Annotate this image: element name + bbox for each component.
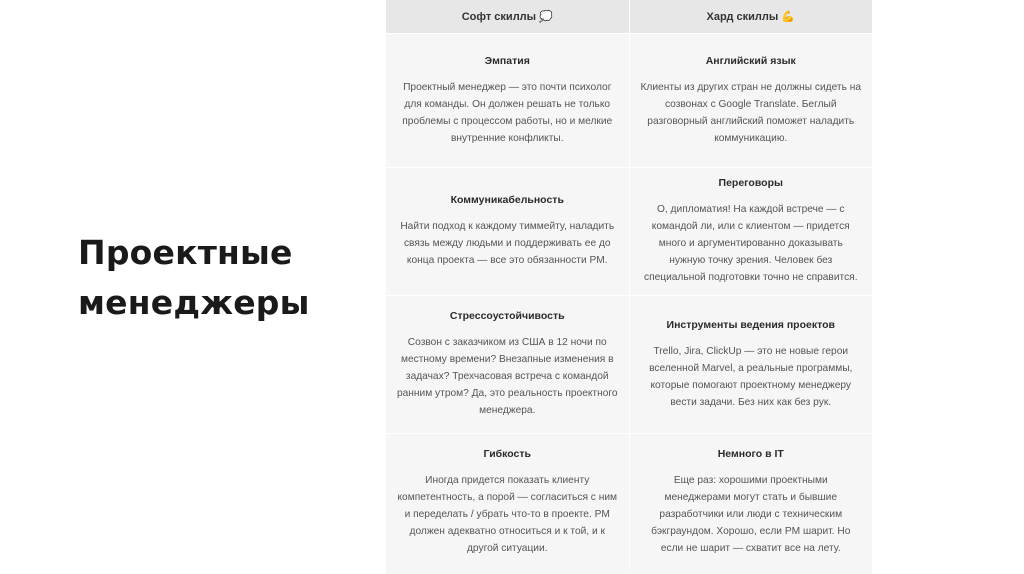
table-row xyxy=(386,433,872,571)
cell-text: Trello, Jira, ClickUp — это не новые герои вселенной Marvel, а реальные программы, которые помогают проектному менеджеру вести задачи. Без них как без рук. xyxy=(649,345,853,408)
table-row xyxy=(386,33,872,167)
cell-text: Найти подход к каждому тиммейту, наладить связь между людьми и поддерживать ее до конца проекта — все это обязанности PM. xyxy=(400,221,615,266)
cell-text: Созвон с заказчиком из США в 12 ночи по местному времени? Внезапные изменения в задачах? Трехчасовая встреча с командой ранним утром? Да, это реальность проектного менеджера. xyxy=(396,337,618,416)
header-label: Хард скиллы xyxy=(706,10,779,23)
table-cell xyxy=(386,296,629,433)
cell-title: Стрессоустойчивость xyxy=(449,310,565,322)
header-label: Софт скиллы xyxy=(461,10,537,23)
cell-title: Коммуникабельность xyxy=(450,194,564,206)
skills-table xyxy=(386,0,872,574)
cell-title: Переговоры xyxy=(718,177,783,189)
cell-text: О, дипломатия! На каждой встрече — с командой ли, или с клиентом — придется много и аргументированно доказывать нужную точку зрения. Человек без специальной подготовки точно не справится. xyxy=(643,204,858,283)
table-row xyxy=(386,167,872,295)
table-cell xyxy=(629,168,873,295)
cell-title: Эмпатия xyxy=(484,54,530,67)
cell-text: Проектный менеджер — это почти психолог для команды. Он должен решать не только проблемы с процессом работы, но и мелкие внутренние конфликты. xyxy=(402,81,613,144)
cell-text: Клиенты из других стран не должны сидеть на созвонах с Google Translate. Беглый разговорный английский поможет наладить коммуникацию. xyxy=(640,81,862,144)
table-cell xyxy=(386,434,629,571)
cell-text: Иногда придется показать клиенту компетентность, а порой — согласиться с ним и переделать / убрать что-то в проекте. PM должен адекватно относиться и к той, и к другой ситуации. xyxy=(397,475,618,554)
cell-title: Гибкость xyxy=(483,448,531,460)
cell-title: Английский язык xyxy=(705,54,796,67)
table-row xyxy=(386,295,872,433)
table-cell xyxy=(629,434,873,571)
table-header xyxy=(386,0,872,33)
cell-text: Еще раз: хорошими проектными менеджерами могут стать и бывшие разработчики или люди с техническим бэкграундом. Хорошо, если PM шарит. Но если не шарит — схватит все на лету. xyxy=(651,475,851,554)
table-cell xyxy=(629,296,873,433)
cell-title: Инструменты ведения проектов xyxy=(666,318,835,331)
header-hard-skills xyxy=(629,0,873,33)
table-cell xyxy=(386,168,629,295)
flexed-biceps-icon: 💪 xyxy=(781,11,795,23)
table-cell xyxy=(629,34,873,167)
speech-bubble-icon: 💭 xyxy=(539,11,553,23)
slide-title: Проектные менеджеры xyxy=(78,233,310,322)
header-soft-skills xyxy=(386,0,629,33)
table-cell xyxy=(386,34,629,167)
cell-title: Немного в IT xyxy=(717,448,784,460)
